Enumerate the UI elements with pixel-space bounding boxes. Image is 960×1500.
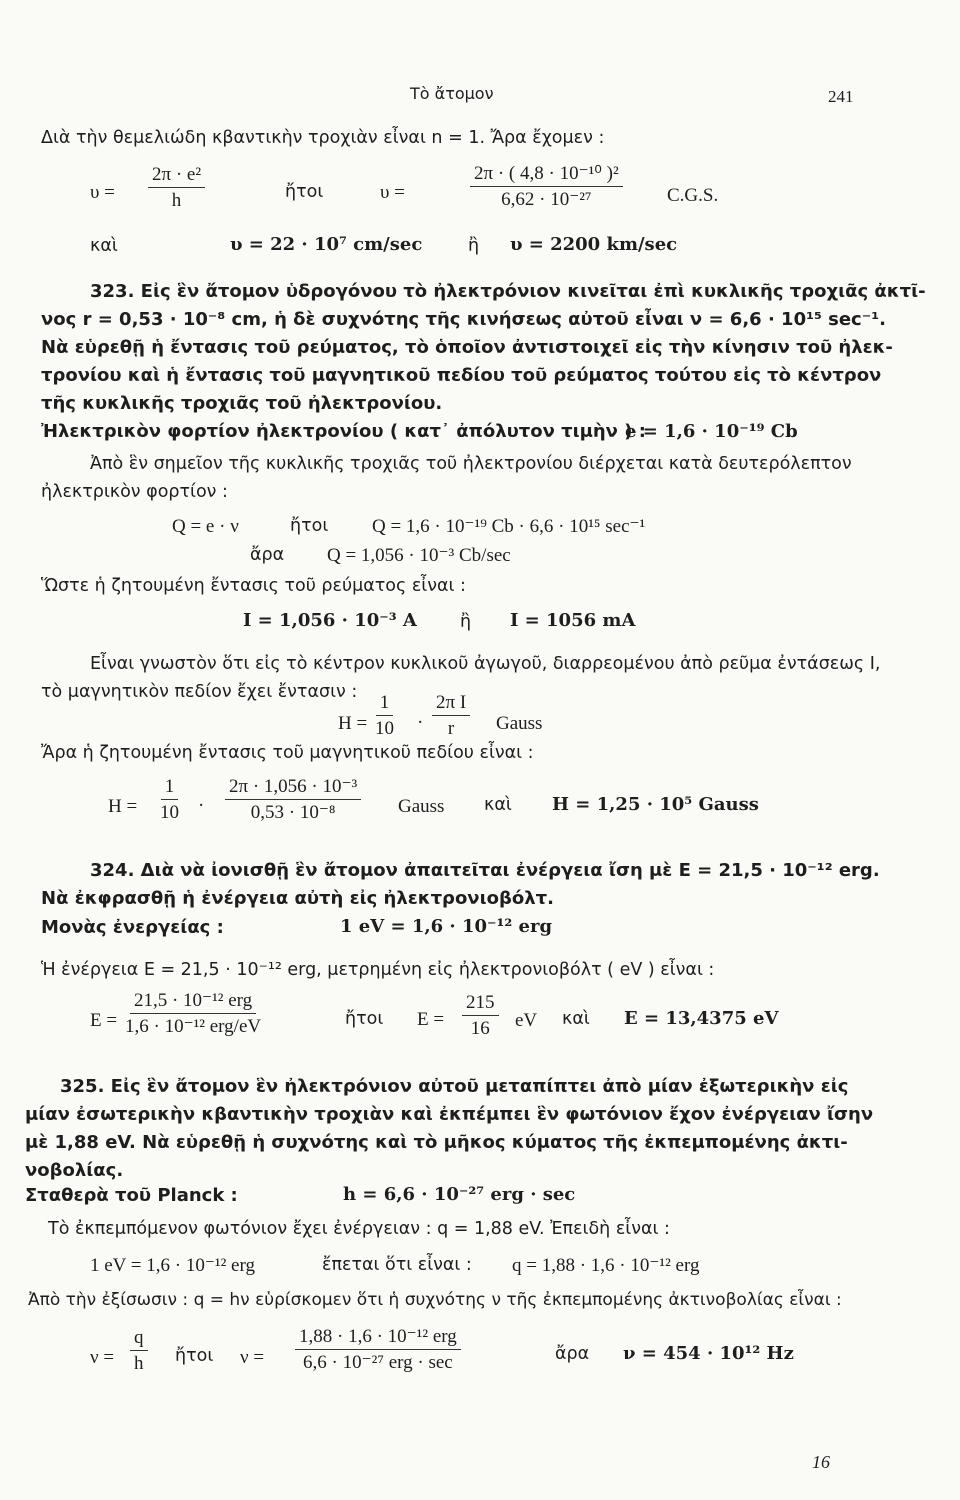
result: I = 1056 mA bbox=[510, 610, 636, 631]
eq-lhs: ν = bbox=[90, 1347, 115, 1368]
numerator: 2π I bbox=[432, 693, 470, 716]
word-ara: ἄρα bbox=[250, 545, 285, 565]
problem-line: τρονίου καὶ ἡ ἔντασις τοῦ μαγνητικοῦ πεδίου τοῦ ρεύματος τούτου εἰς τὸ κέντρον bbox=[41, 365, 882, 386]
problem-line: 324. Διὰ νὰ ἰονισθῇ ἓν ἄτομον ἀπαιτεῖται ἐνέργεια ἴση μὲ E = 21,5 · 10⁻¹² erg. bbox=[90, 860, 880, 881]
numerator: 1,88 · 1,6 · 10⁻¹² erg bbox=[295, 1327, 461, 1350]
text-line: Ἄρα ἡ ζητουμένη ἔντασις τοῦ μαγνητικοῦ πεδίου εἶναι : bbox=[41, 743, 534, 763]
denominator: 10 bbox=[375, 718, 394, 739]
charge-label: Ἠλεκτρικὸν φορτίον ἠλεκτρονίου ( κατ᾽ ἀπόλυτον τιμὴν ) : bbox=[41, 421, 646, 442]
units: C.G.S. bbox=[667, 185, 719, 206]
numerator: 2π · ( 4,8 · 10⁻¹⁰ )² bbox=[470, 164, 623, 187]
denominator: 6,6 · 10⁻²⁷ erg · sec bbox=[303, 1352, 453, 1373]
fraction bbox=[432, 693, 470, 738]
word-or: ἢ bbox=[460, 612, 472, 632]
fraction bbox=[470, 164, 623, 209]
numerator: 2π · 1,056 · 10⁻³ bbox=[225, 777, 361, 800]
problem-line: Νὰ εὑρεθῇ ἡ ἔντασις τοῦ ρεύματος, τὸ ὁποῖον ἀντιστοιχεῖ εἰς τὴν κίνησιν τοῦ ἠλεκ- bbox=[41, 337, 893, 358]
numerator: 1 bbox=[376, 693, 394, 716]
eq-lhs: ν = bbox=[240, 1347, 265, 1368]
fraction bbox=[375, 693, 394, 738]
text-line: Ἀπὸ ἓν σημεῖον τῆς κυκλικῆς τροχιᾶς τοῦ ἠλεκτρονίου διέρχεται κατὰ δευτερόλεπτον bbox=[90, 454, 852, 474]
result: ν = 454 · 10¹² Hz bbox=[623, 1343, 794, 1364]
result: I = 1,056 · 10⁻³ A bbox=[243, 610, 417, 631]
text-line: Ἡ ἐνέργεια E = 21,5 · 10⁻¹² erg, μετρημένη εἰς ἠλεκτρονιοβόλτ ( eV ) εἶναι : bbox=[41, 960, 715, 980]
planck-value: h = 6,6 · 10⁻²⁷ erg · sec bbox=[343, 1184, 576, 1205]
word-htoi: ἤτοι bbox=[290, 516, 329, 536]
numerator: 215 bbox=[462, 993, 499, 1016]
unit: eV bbox=[515, 1010, 538, 1031]
result: E = 13,4375 eV bbox=[624, 1008, 779, 1029]
word-or: ἢ bbox=[468, 236, 480, 256]
fraction bbox=[130, 1328, 148, 1373]
numerator: q bbox=[130, 1328, 148, 1351]
unit: Gauss bbox=[496, 713, 543, 734]
fraction bbox=[148, 165, 205, 210]
text-line: Εἶναι γνωστὸν ὅτι εἰς τὸ κέντρον κυκλικοῦ ἀγωγοῦ, διαρρεομένου ἀπὸ ρεῦμα ἐντάσεως I, bbox=[90, 654, 881, 674]
word-htoi: ἤτοι bbox=[285, 182, 324, 202]
denominator: 16 bbox=[470, 1018, 490, 1039]
eq-lhs: H = bbox=[108, 796, 138, 817]
word-kai: καὶ bbox=[562, 1009, 590, 1029]
text-line: Ὥστε ἡ ζητουμένη ἔντασις τοῦ ρεύματος εἶναι : bbox=[41, 576, 466, 596]
problem-line: 323. Εἰς ἓν ἄτομον ὑδρογόνου τὸ ἠλεκτρόνιον κινεῖται ἐπὶ κυκλικῆς τροχιᾶς ἀκτῖ- bbox=[90, 281, 926, 302]
problem-line: τῆς κυκλικῆς τροχιᾶς τοῦ ἠλεκτρονίου. bbox=[41, 393, 443, 414]
word-htoi: ἤτοι bbox=[175, 1346, 214, 1366]
text-line: ἠλεκτρικὸν φορτίον : bbox=[41, 482, 228, 502]
eq-lhs: H = bbox=[338, 713, 368, 734]
denominator: 0,53 · 10⁻⁸ bbox=[250, 802, 336, 823]
fraction bbox=[295, 1327, 461, 1372]
unit-value: 1 eV = 1,6 · 10⁻¹² erg bbox=[340, 916, 553, 937]
word-kai: καὶ bbox=[90, 236, 118, 256]
denominator: h bbox=[171, 190, 182, 211]
numerator: 1 bbox=[161, 777, 179, 800]
text-line: ἔπεται ὅτι εἶναι : bbox=[322, 1255, 472, 1275]
result: υ = 22 · 10⁷ cm/sec bbox=[230, 234, 423, 255]
equation: Q = 1,056 · 10⁻³ Cb/sec bbox=[327, 545, 511, 566]
text-line: Ἀπὸ τὴν ἐξίσωσιν : q = hν εὑρίσκομεν ὅτι ἡ συχνότης ν τῆς ἐκπεμπομένης ἀκτινοβολίας εἶναι : bbox=[28, 1290, 842, 1310]
eq-lhs: E = bbox=[90, 1010, 118, 1031]
text-line: τὸ μαγνητικὸν πεδίον ἔχει ἔντασιν : bbox=[41, 682, 358, 702]
eq-lhs: υ = bbox=[380, 182, 405, 203]
result: υ = 2200 km/sec bbox=[510, 234, 678, 255]
unit: Gauss bbox=[398, 796, 445, 817]
equation: 1 eV = 1,6 · 10⁻¹² erg bbox=[90, 1255, 255, 1276]
problem-line: νοβολίας. bbox=[25, 1160, 124, 1181]
planck-label: Σταθερὰ τοῦ Planck : bbox=[25, 1185, 238, 1206]
problem-line: μίαν ἐσωτερικὴν κβαντικὴν τροχιὰν καὶ ἐκπέμπει ἓν φωτόνιον ἔχον ἐνέργειαν ἴσην bbox=[25, 1104, 874, 1125]
problem-line: Νὰ ἐκφρασθῇ ἡ ἐνέργεια αὐτὴ εἰς ἠλεκτρονιοβόλτ. bbox=[41, 888, 554, 909]
denominator: r bbox=[447, 718, 455, 739]
fraction bbox=[125, 991, 261, 1036]
numerator: 21,5 · 10⁻¹² erg bbox=[130, 991, 256, 1014]
problem-line: 325. Εἰς ἓν ἄτομον ἓν ἠλεκτρόνιον αὐτοῦ μεταπίπτει ἀπὸ μίαν ἐξωτερικὴν εἰς bbox=[60, 1076, 849, 1097]
denominator: 1,6 · 10⁻¹² erg/eV bbox=[125, 1016, 262, 1037]
word-kai: καὶ bbox=[484, 795, 512, 815]
result: H = 1,25 · 10⁵ Gauss bbox=[552, 794, 759, 815]
numerator: 2π · e² bbox=[148, 165, 205, 188]
fraction bbox=[462, 993, 499, 1038]
signature-mark: 16 bbox=[812, 1452, 830, 1472]
problem-line: μὲ 1,88 eV. Νὰ εὑρεθῇ ἡ συχνότης καὶ τὸ μῆκος κύματος τῆς ἐκπεμπομένης ἀκτι- bbox=[25, 1132, 848, 1153]
denominator: h bbox=[134, 1353, 144, 1374]
denominator: 10 bbox=[160, 802, 179, 823]
eq-lhs: υ = bbox=[90, 182, 115, 203]
fraction bbox=[160, 777, 179, 822]
charge-value: e = 1,6 · 10⁻¹⁹ Cb bbox=[625, 421, 798, 442]
text-line: Τὸ ἐκπεμπόμενον φωτόνιον ἔχει ἐνέργειαν : q = 1,88 eV. Ἐπειδὴ εἶναι : bbox=[48, 1219, 670, 1239]
denominator: 6,62 · 10⁻²⁷ bbox=[501, 189, 592, 210]
equation: Q = 1,6 · 10⁻¹⁹ Cb · 6,6 · 10¹⁵ sec⁻¹ bbox=[372, 516, 646, 537]
equation: Q = e · ν bbox=[172, 516, 239, 537]
word-ara: ἄρα bbox=[555, 1344, 590, 1364]
intro-line: Διὰ τὴν θεμελιώδη κβαντικὴν τροχιὰν εἶναι n = 1. Ἄρα ἔχομεν : bbox=[41, 128, 605, 148]
equation: q = 1,88 · 1,6 · 10⁻¹² erg bbox=[512, 1255, 700, 1276]
unit-label: Μονὰς ἐνεργείας : bbox=[41, 917, 224, 938]
fraction bbox=[225, 777, 361, 822]
page-number: 241 bbox=[828, 87, 854, 106]
dot: · bbox=[198, 795, 205, 816]
dot: · bbox=[417, 712, 424, 733]
problem-line: νος r = 0,53 · 10⁻⁸ cm, ἡ δὲ συχνότης τῆς κινήσεως αὐτοῦ εἶναι ν = 6,6 · 10¹⁵ sec⁻¹. bbox=[41, 309, 886, 330]
word-htoi: ἤτοι bbox=[345, 1009, 384, 1029]
running-title: Τὸ ἄτομον bbox=[410, 84, 494, 103]
eq-lhs: E = bbox=[417, 1009, 445, 1030]
